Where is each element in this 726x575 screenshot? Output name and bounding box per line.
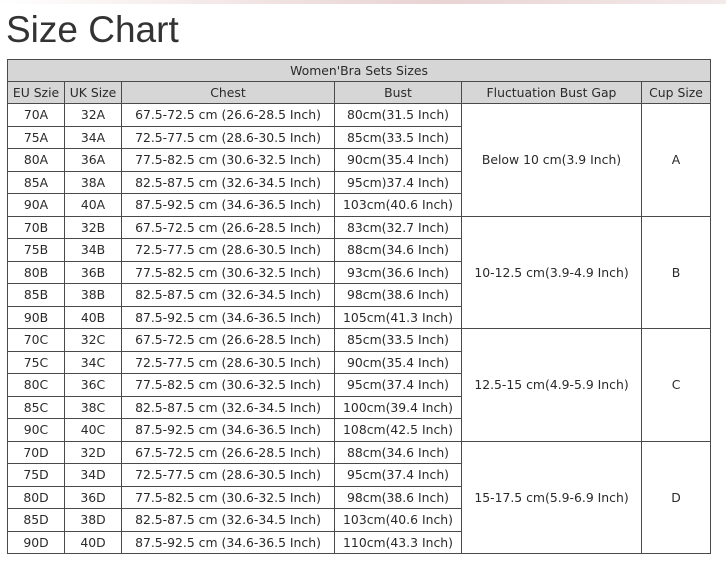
eu-size-cell: 90C — [8, 419, 65, 442]
chest-cell: 82.5-87.5 cm (32.6-34.5 Inch) — [122, 509, 335, 532]
bust-cell: 110cm(43.3 Inch) — [335, 531, 462, 554]
chest-cell: 72.5-77.5 cm (28.6-30.5 Inch) — [122, 351, 335, 374]
table-caption: Women'Bra Sets Sizes — [8, 60, 711, 82]
bust-cell: 88cm(34.6 Inch) — [335, 441, 462, 464]
header-bust: Bust — [335, 82, 462, 104]
bust-cell: 95cm(37.4 Inch) — [335, 464, 462, 487]
eu-size-cell: 75C — [8, 351, 65, 374]
uk-size-cell: 34B — [65, 239, 122, 262]
cup-size-cell: D — [642, 441, 711, 554]
table-body — [8, 104, 711, 554]
cup-size-cell: A — [642, 104, 711, 217]
eu-size-cell: 80B — [8, 261, 65, 284]
header-eu-size: EU Szie — [8, 82, 65, 104]
chest-cell: 72.5-77.5 cm (28.6-30.5 Inch) — [122, 464, 335, 487]
bust-cell: 95cm)37.4 Inch) — [335, 171, 462, 194]
uk-size-cell: 38A — [65, 171, 122, 194]
uk-size-cell: 32D — [65, 441, 122, 464]
eu-size-cell: 85A — [8, 171, 65, 194]
bust-cell: 90cm(35.4 Inch) — [335, 351, 462, 374]
bust-cell: 108cm(42.5 Inch) — [335, 419, 462, 442]
eu-size-cell: 75B — [8, 239, 65, 262]
eu-size-cell: 70D — [8, 441, 65, 464]
page-title: Size Chart — [6, 9, 179, 50]
uk-size-cell: 34C — [65, 351, 122, 374]
header-chest: Chest — [122, 82, 335, 104]
bust-gap-cell: 15-17.5 cm(5.9-6.9 Inch) — [462, 441, 642, 554]
eu-size-cell: 80C — [8, 374, 65, 397]
chest-cell: 87.5-92.5 cm (34.6-36.5 Inch) — [122, 306, 335, 329]
eu-size-cell: 85B — [8, 284, 65, 307]
chest-cell: 77.5-82.5 cm (30.6-32.5 Inch) — [122, 374, 335, 397]
chest-cell: 87.5-92.5 cm (34.6-36.5 Inch) — [122, 419, 335, 442]
chest-cell: 67.5-72.5 cm (26.6-28.5 Inch) — [122, 441, 335, 464]
eu-size-cell: 70A — [8, 104, 65, 127]
uk-size-cell: 32B — [65, 216, 122, 239]
bust-gap-cell: Below 10 cm(3.9 Inch) — [462, 104, 642, 217]
header-fluctuation-bust-gap: Fluctuation Bust Gap — [462, 82, 642, 104]
chest-cell: 87.5-92.5 cm (34.6-36.5 Inch) — [122, 194, 335, 217]
table-header-row — [8, 82, 711, 104]
chest-cell: 77.5-82.5 cm (30.6-32.5 Inch) — [122, 149, 335, 172]
chest-cell: 82.5-87.5 cm (32.6-34.5 Inch) — [122, 171, 335, 194]
uk-size-cell: 40C — [65, 419, 122, 442]
uk-size-cell: 36A — [65, 149, 122, 172]
chest-cell: 87.5-92.5 cm (34.6-36.5 Inch) — [122, 531, 335, 554]
uk-size-cell: 32A — [65, 104, 122, 127]
table-row — [8, 104, 711, 127]
eu-size-cell: 75D — [8, 464, 65, 487]
eu-size-cell: 80A — [8, 149, 65, 172]
table-row — [8, 216, 711, 239]
eu-size-cell: 80D — [8, 486, 65, 509]
bust-gap-cell: 10-12.5 cm(3.9-4.9 Inch) — [462, 216, 642, 329]
top-banner-strip — [0, 0, 726, 4]
uk-size-cell: 34A — [65, 126, 122, 149]
bust-cell: 93cm(36.6 Inch) — [335, 261, 462, 284]
size-chart-table — [7, 59, 711, 554]
cup-size-cell: B — [642, 216, 711, 329]
eu-size-cell: 85D — [8, 509, 65, 532]
bust-cell: 98cm(38.6 Inch) — [335, 284, 462, 307]
eu-size-cell: 90D — [8, 531, 65, 554]
chest-cell: 67.5-72.5 cm (26.6-28.5 Inch) — [122, 216, 335, 239]
header-uk-size: UK Size — [65, 82, 122, 104]
chest-cell: 72.5-77.5 cm (28.6-30.5 Inch) — [122, 126, 335, 149]
eu-size-cell: 90A — [8, 194, 65, 217]
table-row — [8, 329, 711, 352]
table-row — [8, 441, 711, 464]
bust-cell: 90cm(35.4 Inch) — [335, 149, 462, 172]
chest-cell: 77.5-82.5 cm (30.6-32.5 Inch) — [122, 261, 335, 284]
eu-size-cell: 85C — [8, 396, 65, 419]
chest-cell: 67.5-72.5 cm (26.6-28.5 Inch) — [122, 329, 335, 352]
chest-cell: 72.5-77.5 cm (28.6-30.5 Inch) — [122, 239, 335, 262]
bust-cell: 80cm(31.5 Inch) — [335, 104, 462, 127]
chest-cell: 67.5-72.5 cm (26.6-28.5 Inch) — [122, 104, 335, 127]
header-cup-size: Cup Size — [642, 82, 711, 104]
uk-size-cell: 40D — [65, 531, 122, 554]
uk-size-cell: 38B — [65, 284, 122, 307]
uk-size-cell: 36B — [65, 261, 122, 284]
chest-cell: 77.5-82.5 cm (30.6-32.5 Inch) — [122, 486, 335, 509]
uk-size-cell: 40B — [65, 306, 122, 329]
bust-cell: 103cm(40.6 Inch) — [335, 509, 462, 532]
bust-cell: 85cm(33.5 Inch) — [335, 329, 462, 352]
bust-cell: 98cm(38.6 Inch) — [335, 486, 462, 509]
bust-cell: 103cm(40.6 Inch) — [335, 194, 462, 217]
bust-gap-cell: 12.5-15 cm(4.9-5.9 Inch) — [462, 329, 642, 442]
uk-size-cell: 36C — [65, 374, 122, 397]
uk-size-cell: 38D — [65, 509, 122, 532]
uk-size-cell: 34D — [65, 464, 122, 487]
chest-cell: 82.5-87.5 cm (32.6-34.5 Inch) — [122, 396, 335, 419]
eu-size-cell: 90B — [8, 306, 65, 329]
cup-size-cell: C — [642, 329, 711, 442]
uk-size-cell: 36D — [65, 486, 122, 509]
bust-cell: 85cm(33.5 Inch) — [335, 126, 462, 149]
bust-cell: 95cm(37.4 Inch) — [335, 374, 462, 397]
bust-cell: 100cm(39.4 Inch) — [335, 396, 462, 419]
eu-size-cell: 70B — [8, 216, 65, 239]
uk-size-cell: 32C — [65, 329, 122, 352]
uk-size-cell: 40A — [65, 194, 122, 217]
chest-cell: 82.5-87.5 cm (32.6-34.5 Inch) — [122, 284, 335, 307]
eu-size-cell: 70C — [8, 329, 65, 352]
table-caption-row — [8, 60, 711, 82]
bust-cell: 105cm(41.3 Inch) — [335, 306, 462, 329]
uk-size-cell: 38C — [65, 396, 122, 419]
bust-cell: 88cm(34.6 Inch) — [335, 239, 462, 262]
eu-size-cell: 75A — [8, 126, 65, 149]
bust-cell: 83cm(32.7 Inch) — [335, 216, 462, 239]
